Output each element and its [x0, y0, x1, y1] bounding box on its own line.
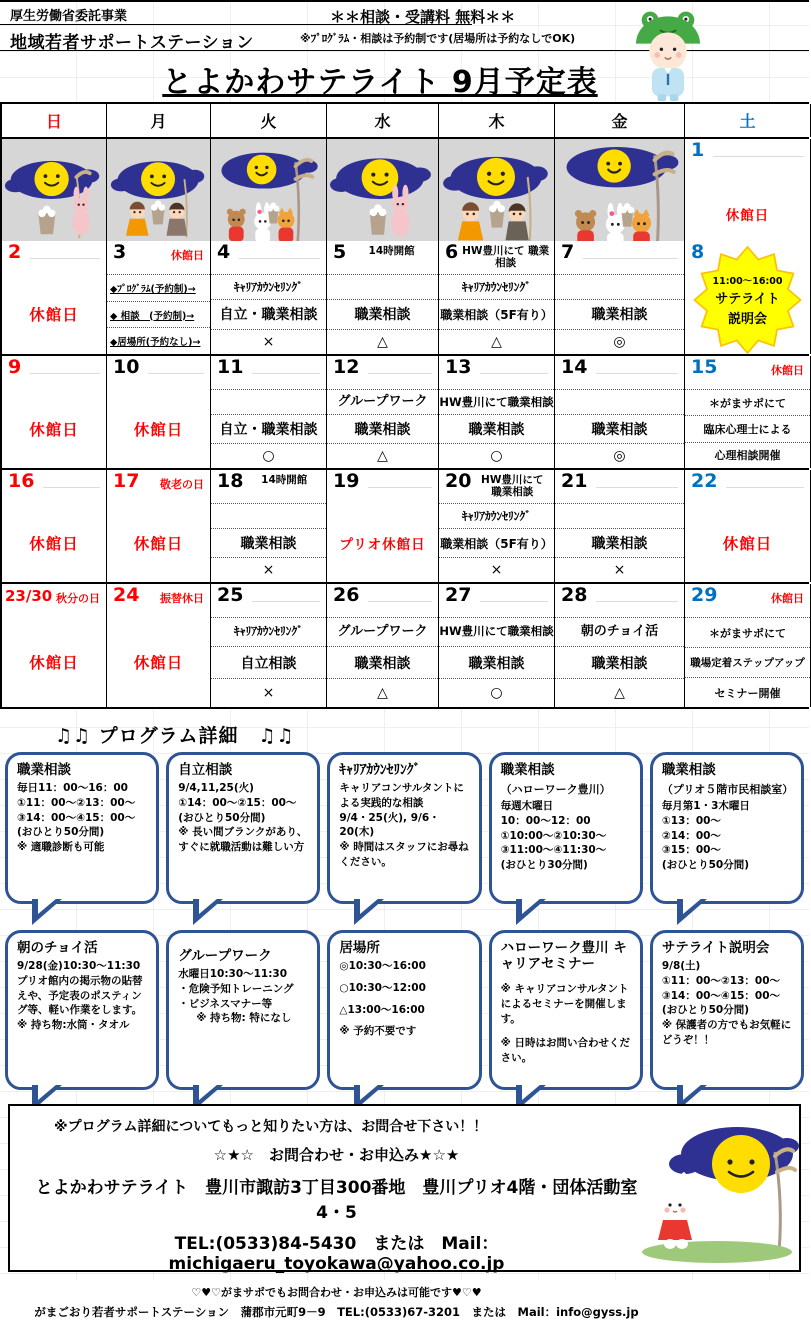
gamasapo-note: ♡♥♡がまサポでもお問合わせ・お申込みは可能です♥♡♥ — [191, 1286, 482, 1299]
footer-contact-box — [8, 1104, 801, 1319]
program-row — [555, 274, 684, 299]
bubble-line: ①11：00～②13：00～ — [17, 796, 136, 809]
bubble-title: 職業相談 — [661, 762, 716, 778]
empty-gridlines — [252, 361, 320, 386]
day-cell-6 — [439, 241, 555, 354]
program-row — [555, 389, 684, 414]
empty-gridlines — [368, 589, 432, 614]
day-number: 1 — [691, 139, 705, 161]
bubble-line: ①11：00～②13：00～ — [661, 974, 781, 987]
consult-row: 職業相談 — [555, 528, 684, 557]
empty-gridlines — [239, 246, 320, 271]
day-cell-7 — [555, 241, 685, 354]
place-row: △ — [555, 678, 684, 707]
saturday-event-line: ＊がまサポにて — [685, 617, 810, 647]
bubble-title: サテライト説明会 — [661, 940, 770, 956]
closed-label: 休館日 — [722, 534, 773, 553]
bubble-line: △13:00～16:00 — [339, 1003, 425, 1016]
holiday-badge: 休館日 — [171, 249, 204, 262]
bubble-line: 水曜日10:30～11:30 — [178, 968, 288, 981]
program-row: HW豊川にて職業相談 — [439, 617, 554, 646]
program-row: グループワーク — [327, 617, 438, 646]
day-note: HW豊川にて 職業相談 — [481, 474, 544, 499]
bubble-jiritsu-sodan — [166, 752, 320, 904]
calendar-week-2 — [0, 241, 809, 356]
day-cell-14 — [555, 356, 685, 468]
day-cell-29 — [685, 584, 811, 707]
bubble-line: ①14：00～②15：00～ — [178, 796, 297, 809]
program-row: HW豊川にて職業相談 — [439, 389, 554, 414]
empty-gridlines — [368, 361, 432, 386]
closed-label: 休館日 — [133, 654, 184, 672]
day-number: 26 — [333, 584, 360, 606]
place-row: × — [439, 557, 554, 582]
day-cell-8 — [685, 241, 811, 354]
calendar-week-3 — [0, 356, 809, 470]
bubble-line: ※ 保護者の方でもお気軽にどうぞ！！ — [661, 1018, 792, 1046]
bubble-line: 毎日11：00～16：00 — [17, 782, 128, 795]
bubble-line: ③14：00～④15：00～ — [661, 989, 781, 1002]
day-cell-21 — [555, 470, 685, 582]
frog-hat-mascot-icon — [624, 6, 712, 102]
day-cell-24 — [107, 584, 211, 707]
day-number: 23/30 — [5, 587, 53, 605]
weekday-sun: 日 — [2, 104, 107, 137]
day-number: 15 — [691, 356, 718, 378]
closed-label: 休館日 — [29, 534, 79, 553]
place-row: × — [211, 557, 326, 582]
program-row: ｷｬﾘｱｶｳﾝｾﾘﾝｸﾞ — [211, 274, 326, 299]
day-number: 9 — [8, 356, 22, 378]
place-row: △ — [327, 329, 438, 354]
day-number: 25 — [217, 584, 244, 606]
bubble-career-seminar — [489, 930, 643, 1090]
saturday-event-line: セミナー開催 — [685, 677, 810, 707]
bubble-line: 9/4,11,25(火) — [178, 782, 254, 795]
day-cell-22 — [685, 470, 811, 582]
day-number: 11 — [217, 356, 244, 378]
holiday-badge: 休館日 — [771, 592, 804, 605]
bubble-title: 居場所 — [339, 940, 380, 956]
empty-gridlines — [480, 361, 548, 386]
day-cell-10 — [107, 356, 211, 468]
place-row: × — [555, 557, 684, 582]
closed-label: 休館日 — [29, 654, 79, 672]
free-note: ＊＊相談・受講料 無料＊＊ — [330, 8, 516, 26]
day-number: 4 — [217, 241, 231, 263]
bubble-line: ※ 適職診断も可能 — [17, 840, 105, 853]
day-cell-18 — [211, 470, 327, 582]
day-number: 21 — [561, 470, 588, 492]
empty-gridlines — [30, 246, 100, 271]
satellite-event-starburst — [691, 247, 804, 353]
bubble-asa-choikatsu — [5, 930, 159, 1090]
day-cell-3 — [107, 241, 211, 354]
place-row: △ — [327, 443, 438, 468]
day-cell-5 — [327, 241, 439, 354]
day-number: 14 — [561, 356, 588, 378]
place-row: △ — [439, 329, 554, 354]
bubble-line: (おひとり30分間) — [500, 858, 588, 871]
bubble-line: 毎週木曜日 — [500, 800, 554, 813]
day-cell-13 — [439, 356, 555, 468]
day-number: 8 — [691, 241, 705, 263]
tel-mail-line: TEL:(0533)84-5430 または Mail：michigaeru_toyokawa@yahoo.co.jp — [168, 1234, 505, 1274]
tsukimi-illustration — [2, 139, 107, 256]
saturday-event-line: 臨床心理士による — [685, 415, 810, 441]
empty-gridlines — [596, 475, 678, 500]
empty-gridlines — [596, 361, 678, 386]
consult-row: 職業相談 — [211, 528, 326, 557]
reserve-note: ※ﾌﾟﾛｸﾞﾗﾑ・相談は予約制です(居場所は予約なしでOK) — [300, 32, 576, 45]
weekday-fri: 金 — [555, 104, 685, 137]
bubble-line: ③14：00～④15：00～ — [17, 811, 136, 824]
tsukimi-illustration — [439, 139, 555, 256]
bubble-shokugyo-sodan — [5, 752, 159, 904]
day-cell-17 — [107, 470, 211, 582]
day-note: 14時開館 — [368, 245, 415, 257]
day-cell-12 — [327, 356, 439, 468]
day-cell-20 — [439, 470, 555, 582]
bubble-ibasho — [327, 930, 481, 1090]
weekday-tue: 火 — [211, 104, 327, 137]
program-row: 朝のチョイ活 — [555, 617, 684, 646]
day-number: 24 — [113, 584, 140, 606]
consult-row: 職業相談 — [555, 299, 684, 328]
tsukimi-illustration — [107, 139, 211, 256]
program-row: ｷｬﾘｱｶｳﾝｾﾘﾝｸﾞ — [439, 503, 554, 528]
empty-gridlines — [30, 361, 100, 386]
bubble-title: グループワーク — [178, 948, 272, 964]
program-row — [211, 389, 326, 414]
place-row: ○ — [211, 443, 326, 468]
ministry-label: 厚生労働省委託事業 — [10, 9, 128, 24]
bubble-line: ※ 日時はお問い合わせください。 — [500, 1037, 630, 1065]
bubble-line: (おひとり50分間) — [178, 811, 266, 824]
program-row — [211, 503, 326, 528]
bubble-line: ◎10:30～16:00 — [339, 960, 426, 973]
bubble-line: 毎月第1・3木曜日 — [661, 800, 750, 813]
tsukimi-illustration — [211, 139, 327, 256]
place-row: △ — [327, 678, 438, 707]
holiday-badge: 振替休日 — [160, 592, 204, 605]
program-row — [555, 503, 684, 528]
bubble-line: 9/28(金)10:30～11:30 — [17, 960, 141, 973]
consult-row: 職業相談 — [327, 299, 438, 328]
bubble-line: 10：00～12：00 — [500, 814, 591, 827]
day-number: 17 — [113, 470, 140, 492]
bubble-line: ※ キャリアコンサルタントによるセミナーを開催します。 — [500, 983, 629, 1025]
bubble-line: ③11:00～④11:30～ — [500, 844, 607, 857]
consult-row: 職業相談 — [327, 414, 438, 443]
bubble-title: 自立相談 — [178, 762, 233, 778]
bubble-title: 職業相談 — [500, 762, 555, 778]
day-number: 18 — [217, 470, 244, 492]
day-number: 10 — [113, 356, 140, 378]
bubble-satellite-setsumeikai — [650, 930, 804, 1090]
bubble-line: ①10:00～②10:30～ — [500, 829, 607, 842]
footer-note: ※プログラム詳細についてもっと知りたい方は、お問合せ下さい！！ — [54, 1119, 488, 1135]
saturday-event-line: 心理相談開催 — [685, 442, 810, 468]
empty-gridlines — [43, 475, 100, 500]
empty-gridlines — [726, 475, 804, 500]
day-cell-11 — [211, 356, 327, 468]
bubble-line: ※ 持ち物: 特になし — [196, 1012, 292, 1025]
moon-rabbit-illustration — [637, 1112, 797, 1264]
day-note: 14時開館 — [261, 474, 308, 486]
calendar-week-5 — [0, 584, 809, 709]
program-row: ｷｬﾘｱｶｳﾝｾﾘﾝｸﾞ — [211, 617, 326, 646]
empty-gridlines — [713, 144, 804, 169]
bubble-line: ※ 予約不要です — [339, 1025, 417, 1038]
bubble-line: ※ 持ち物:水筒・タオル — [17, 1018, 130, 1031]
place-row: ○ — [439, 678, 554, 707]
weekday-thu: 木 — [439, 104, 555, 137]
contact-heading: ☆★☆ お問合わせ・お申込み★☆★ — [213, 1146, 460, 1164]
consult-row: 職業相談（5F有り） — [439, 299, 554, 328]
saturday-event-line: ＊がまサポにて — [685, 389, 810, 415]
empty-gridlines — [252, 589, 320, 614]
empty-gridlines — [148, 361, 204, 386]
program-row: ｷｬﾘｱｶｳﾝｾﾘﾝｸﾞ — [439, 274, 554, 299]
row-label-place: ◆居場所(予約なし)→ — [107, 327, 210, 354]
bubble-line: プリオ館内の掲示物の貼替えや、予定表のポスティング等、軽い作業をします。 — [17, 974, 143, 1017]
bubble-line: ③15：00～ — [661, 844, 721, 857]
closed-label: 休館日 — [29, 420, 79, 439]
closed-label: 休館日 — [133, 534, 184, 553]
event-name: 説明会 — [727, 312, 767, 327]
closed-label: 休館日 — [133, 420, 184, 439]
day-cell-28 — [555, 584, 685, 707]
closed-label: プリオ休館日 — [339, 536, 426, 553]
day-number: 5 — [333, 241, 347, 263]
program-row — [327, 274, 438, 299]
address-line: とよかわサテライト 豊川市諏訪3丁目300番地 豊川プリオ4階・団体活動室4・5 — [35, 1178, 638, 1223]
day-cell-9 — [2, 356, 107, 468]
bubble-line: 9/8(土) — [661, 960, 701, 973]
tsukimi-illustration — [555, 139, 685, 256]
program-bubbles-row-2 — [0, 930, 809, 1090]
bubble-line: ※ 長い間ブランクがあり、すぐに就職活動は難しい方 — [178, 826, 308, 853]
closed-label: 休館日 — [725, 208, 770, 225]
day-number: 28 — [561, 584, 588, 606]
weekday-mon: 月 — [107, 104, 211, 137]
consult-row: 職業相談（5F有り） — [439, 528, 554, 557]
day-number: 19 — [333, 470, 360, 492]
day-cell-1 — [685, 139, 811, 256]
bubble-line: キャリアコンサルタントによる実践的な相談 — [339, 782, 464, 809]
bubble-title: 朝のチョイ活 — [17, 940, 98, 956]
consult-row: 職業相談 — [327, 646, 438, 679]
consult-row: 自立・職業相談 — [211, 414, 326, 443]
bubble-groupwork — [166, 930, 320, 1090]
consult-row: 職業相談 — [555, 646, 684, 679]
gamagori-contact-line: がまごおり若者サポートステーション 蒲郡市元町9－9 TEL:(0533)67-3201 または Mail：info@gyss.jp — [34, 1305, 639, 1319]
bubble-prio-sodan — [650, 752, 804, 904]
bubble-title: 職業相談 — [17, 762, 71, 778]
bubble-career-counseling — [327, 752, 481, 904]
event-time: 11:00～16:00 — [712, 276, 783, 287]
bubble-line: ・危険予知トレーニング — [178, 982, 294, 995]
day-number: 7 — [561, 241, 575, 263]
org-label: 地域若者サポートステーション — [10, 33, 254, 53]
place-row: ◎ — [555, 443, 684, 468]
holiday-badge: 秋分の日 — [56, 592, 100, 605]
consult-row: 職業相談 — [439, 414, 554, 443]
program-bubbles-row-1 — [0, 752, 809, 904]
program-row: グループワーク — [327, 389, 438, 414]
bubble-hellowork-sodan — [489, 752, 643, 904]
day-number: 2 — [8, 241, 22, 263]
day-cell-27 — [439, 584, 555, 707]
empty-gridlines — [368, 475, 432, 500]
consult-row: 職業相談 — [439, 646, 554, 679]
day-number: 20 — [445, 470, 472, 492]
program-details-heading: ♫♫ プログラム詳細 ♫♫ — [55, 725, 295, 747]
day-cell-26 — [327, 584, 439, 707]
day-cell-4 — [211, 241, 327, 354]
day-cell-2 — [2, 241, 107, 354]
day-number: 22 — [691, 470, 718, 492]
bubble-line: ○10:30～12:00 — [339, 981, 426, 994]
header — [0, 0, 809, 102]
row-label-consult: ◆ 相談 (予約制)→ — [107, 301, 210, 328]
consult-row: 自立・職業相談 — [211, 299, 326, 328]
weekday-header — [0, 102, 809, 139]
weekday-wed: 水 — [327, 104, 439, 137]
holiday-badge: 敬老の日 — [160, 478, 204, 491]
place-row: ○ — [439, 443, 554, 468]
row-label-program: ◆ﾌﾟﾛｸﾞﾗﾑ(予約制)→ — [107, 274, 210, 301]
bubble-line: ※ 時間はスタッフにお尋ねください。 — [339, 840, 469, 868]
day-cell-16 — [2, 470, 107, 582]
day-number: 12 — [333, 356, 360, 378]
saturday-event-line: 職場定着ステップアップ — [685, 647, 810, 677]
page-title: とよかわサテライト 9月予定表 — [162, 65, 598, 100]
bubble-line: (おひとり50分間) — [661, 1004, 750, 1017]
consult-row: 職業相談 — [555, 414, 684, 443]
consult-row: 自立相談 — [211, 646, 326, 679]
day-number: 16 — [8, 470, 35, 492]
day-number: 27 — [445, 584, 472, 606]
day-cell-15 — [685, 356, 811, 468]
calendar-week-4 — [0, 470, 809, 584]
bubble-line: ①13：00～ — [661, 814, 721, 827]
holiday-badge: 休館日 — [771, 364, 804, 377]
empty-gridlines — [583, 246, 678, 271]
empty-gridlines — [596, 589, 678, 614]
empty-gridlines — [480, 589, 548, 614]
day-number: 3 — [113, 241, 127, 263]
bubble-line: 9/4・25(火), 9/6・20(木) — [339, 811, 440, 839]
weekday-sat: 土 — [685, 104, 811, 137]
place-row: × — [211, 678, 326, 707]
day-note: HW豊川にて 職業相談 — [462, 245, 550, 270]
bubble-line: (おひとり50分間) — [17, 826, 105, 839]
tsukimi-illustration — [327, 139, 439, 256]
bubble-title: ｷｬﾘｱｶｳﾝｾﾘﾝｸﾞ — [339, 762, 421, 778]
bubble-line: (おひとり50分間) — [661, 858, 750, 871]
bubble-title: ハローワーク豊川 キャリアセミナー — [500, 940, 627, 973]
closed-label: 休館日 — [29, 306, 79, 324]
day-number: 29 — [691, 584, 718, 606]
place-row: ◎ — [555, 329, 684, 354]
calendar-week-1 — [0, 139, 809, 241]
day-cell-23-30 — [2, 584, 107, 707]
event-name: サテライト — [715, 292, 780, 307]
day-number: 6 — [445, 241, 459, 263]
bubble-subtitle: （プリオ５階市民相談室） — [661, 783, 794, 797]
bubble-line: ②14：00～ — [661, 829, 721, 842]
day-cell-25 — [211, 584, 327, 707]
bubble-subtitle: （ハローワーク豊川） — [500, 783, 611, 797]
place-row: × — [211, 329, 326, 354]
day-cell-19 — [327, 470, 439, 582]
bubble-line: ・ビジネスマナー等 — [178, 997, 273, 1010]
day-number: 13 — [445, 356, 472, 378]
